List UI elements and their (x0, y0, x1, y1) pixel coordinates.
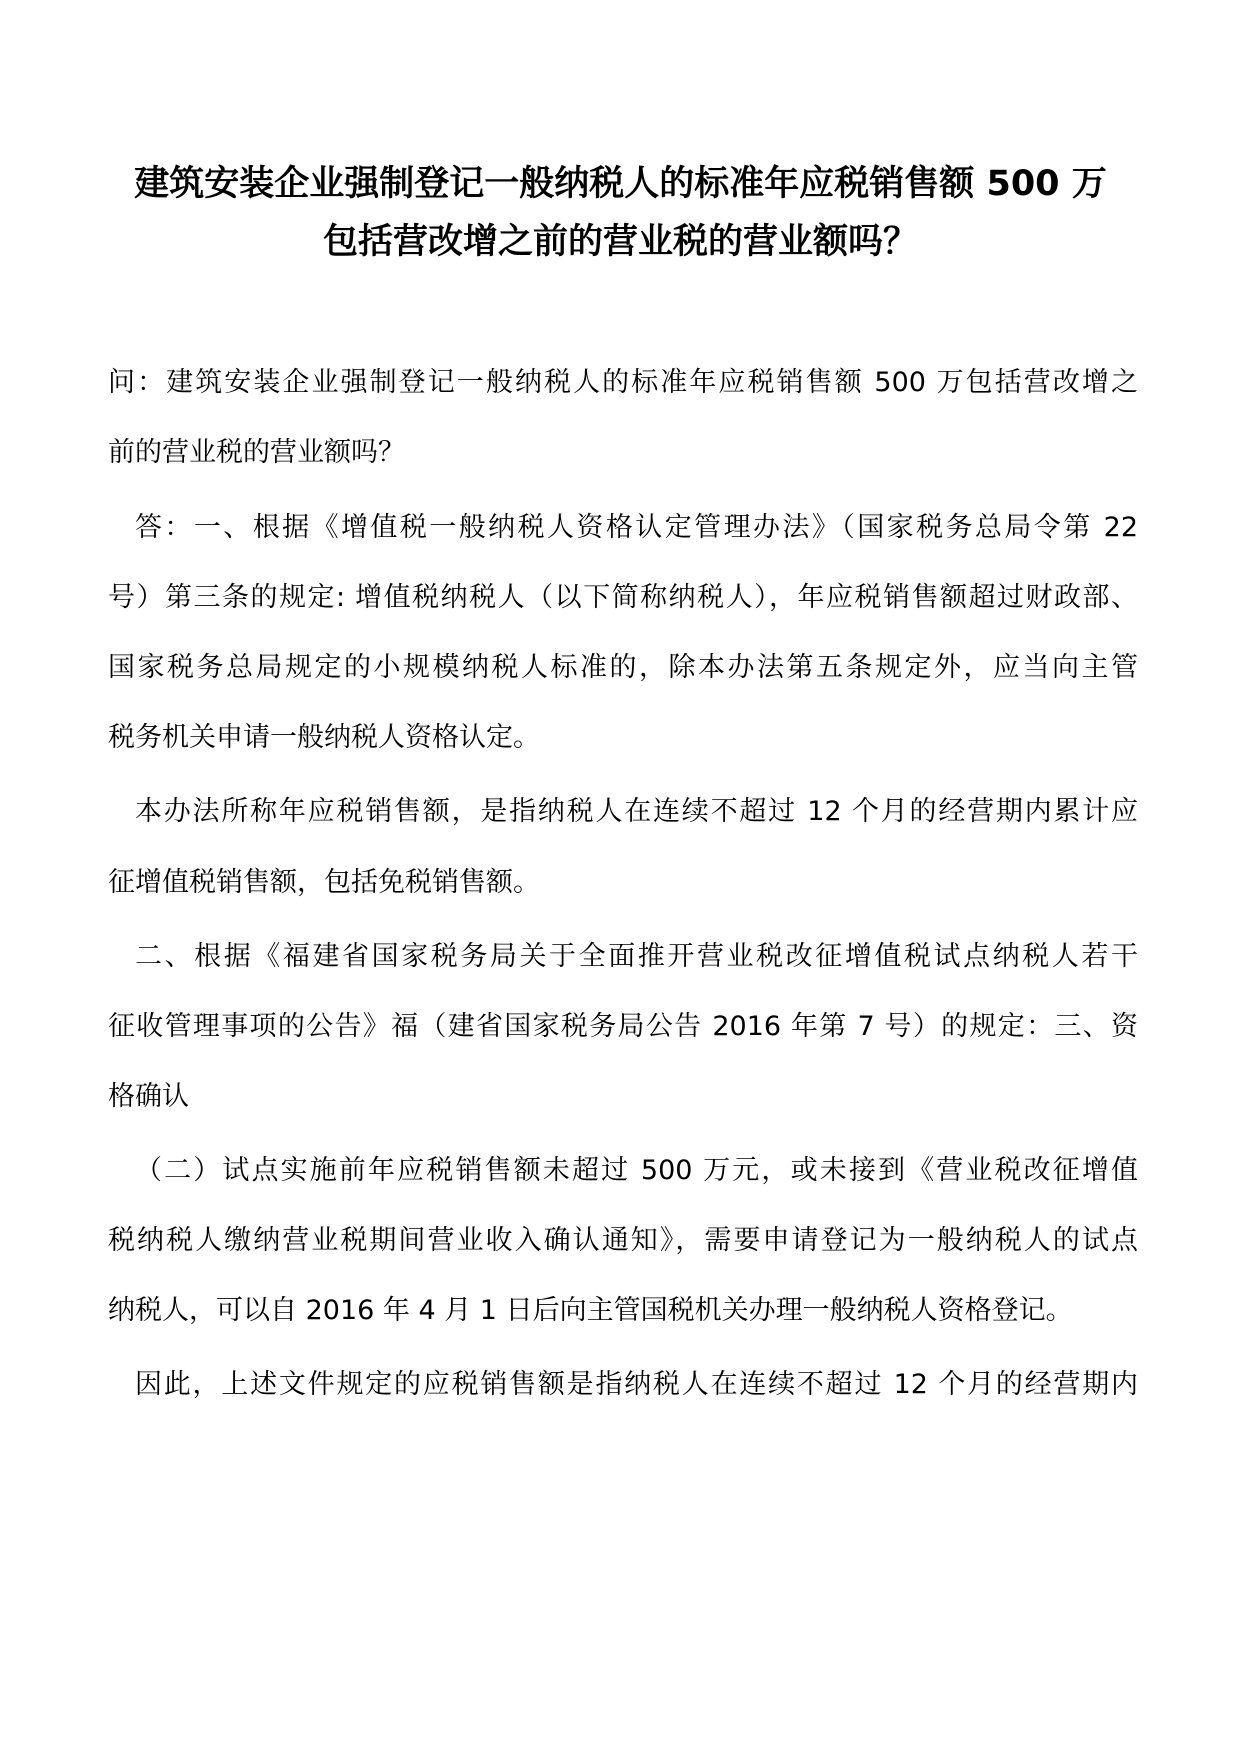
body-line-clause2-3: 纳税人，可以自 2016 年 4 月 1 日后向主管国税机关办理一般纳税人资格登记。 (108, 1295, 1073, 1326)
document-title-line-1: 建筑安装企业强制登记一般纳税人的标准年应税销售额 500 万 (134, 164, 1107, 204)
body-line-answer-3: 国家税务总局规定的小规模纳税人标准的，除本办法第五条规定外，应当向主管 (108, 652, 1138, 683)
body-line-answer-2: 号）第三条的规定: 增值税纳税人（以下简称纳税人），年应税销售额超过财政部、 (108, 582, 1138, 613)
body-line-clause2-2: 税纳税人缴纳营业税期间营业收入确认通知》，需要申请登记为一般纳税人的试点 (108, 1225, 1138, 1256)
body-line-answer-4: 税务机关申请一般纳税人资格认定。 (108, 722, 540, 753)
body-line-section2-2: 征收管理事项的公告》福（建省国家税务局公告 2016 年第 7 号）的规定：三、资 (108, 1011, 1138, 1042)
body-line-question-1: 问：建筑安装企业强制登记一般纳税人的标准年应税销售额 500 万包括营改增之 (108, 367, 1138, 398)
body-line-section2-3: 格确认 (108, 1081, 189, 1112)
body-line-clause2-1: （二）试点实施前年应税销售额未超过 500 万元，或未接到《营业税改征增值 (135, 1155, 1138, 1186)
body-line-definition-2: 征增值税销售额，包括免税销售额。 (108, 867, 540, 898)
body-line-definition-1: 本办法所称年应税销售额，是指纳税人在连续不超过 12 个月的经营期内累计应 (135, 796, 1138, 827)
body-line-conclusion-1: 因此，上述文件规定的应税销售额是指纳税人在连续不超过 12 个月的经营期内 (135, 1369, 1138, 1400)
body-line-answer-1: 答：一、根据《增值税一般纳税人资格认定管理办法》（国家税务总局令第 22 (135, 512, 1138, 543)
body-line-question-2: 前的营业税的营业额吗？ (108, 437, 405, 468)
body-line-section2-1: 二、根据《福建省国家税务局关于全面推开营业税改征增值税试点纳税人若干 (135, 941, 1138, 972)
document-title-line-2: 包括营改增之前的营业税的营业额吗？ (322, 222, 918, 262)
